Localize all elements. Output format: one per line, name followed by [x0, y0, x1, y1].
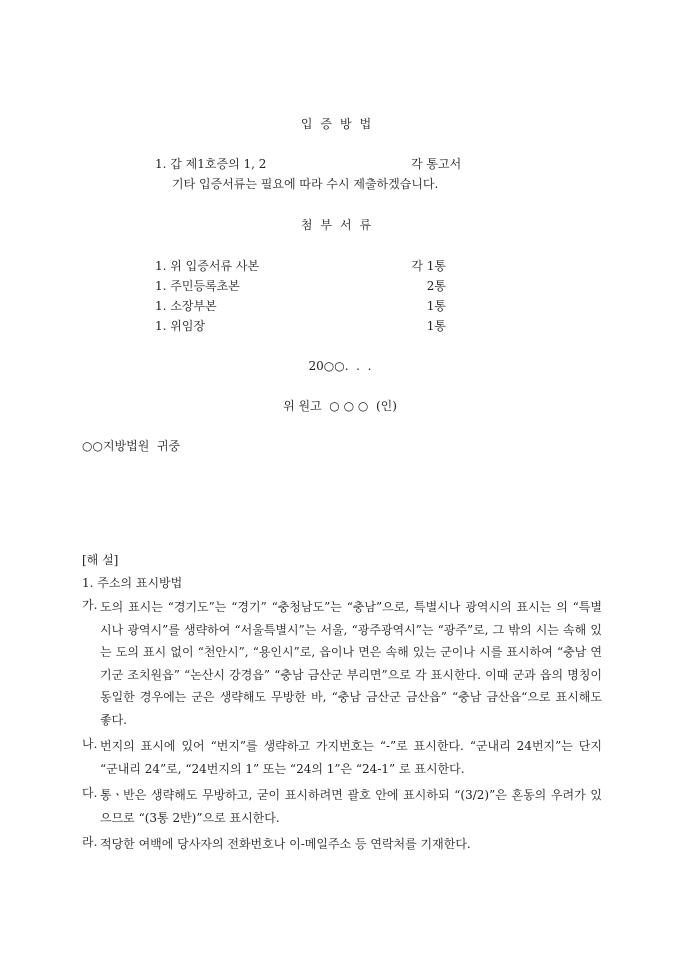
- attachment-count: 각 1통: [411, 259, 446, 273]
- attachment-count: 1통: [426, 319, 446, 333]
- evidence-note: 기타 입증서류는 필요에 따라 수시 제출하겠습니다.: [172, 177, 439, 191]
- list-item-mark: 라.: [82, 835, 98, 849]
- attachment-count: 1통: [426, 299, 446, 313]
- list-item: [82, 596, 602, 731]
- attachment-label: 1. 소장부본: [155, 299, 217, 313]
- list-item-text: 번지의 표시에 있어 “번지”를 생략하고 가지번호는 “-”로 표시한다. “군내리 24번지”는 단지 “군내리 24”로, “24번지의 1” 또는 “24의 1”은 “24-1” 로 표시한다.: [100, 739, 602, 776]
- plaintiff-signature: 위 원고 ○ ○ ○ (인): [283, 399, 397, 413]
- attachment-label: 1. 위 입증서류 사본: [155, 259, 260, 273]
- attachment-count: 2통: [426, 279, 446, 293]
- list-item: [82, 735, 602, 780]
- commentary-heading: [해 설]: [82, 553, 119, 567]
- evidence-heading: 입증방법: [300, 117, 380, 131]
- attachments-heading: 첨부서류: [300, 218, 380, 232]
- attachment-label: 1. 위임장: [155, 319, 206, 333]
- list-item-text: 통ㆍ반은 생략해도 무방하고, 굳이 표시하려면 괄호 안에 표시하되 “(3/2)”은 혼동의 우려가 있으므로 “(3통 2반)”으로 표시한다.: [100, 788, 602, 825]
- filing-date: 20○○. . .: [308, 359, 372, 373]
- list-item-text: 도의 표시는 “경기도”는 “경기” “충청남도”는 “충남”으로, 특별시나 광역시의 표시는 의 “특별시나 광역시”를 생략하여 “서울특별시”는 서울, “광주광역시”는 “광주”로, 그 밖의 시는 속해 있는 도의 표시 없이 “천안시”, “용인시”로, 읍이나 면은 속해 있는 군이나 시를 표시하여 “충남 연기군 조치원읍” “논산시 강경읍” “충남 금산군 부리면”으로 각 표시한다. 이때 군과 읍의 명칭이 동일한 경우에는 군은 생략해도 무방한 바, “충남 금산군 금산읍” “충남 금산읍“으로 표시해도 좋다.: [100, 600, 602, 727]
- list-item-mark: 가.: [82, 598, 98, 612]
- list-item-mark: 나.: [82, 737, 98, 751]
- evidence-item-1-value: 각 통고서: [411, 157, 462, 171]
- commentary-list: [82, 596, 602, 856]
- list-item-text: 적당한 여백에 당사자의 전화번호나 이-메일주소 등 연락처를 기재한다.: [100, 837, 471, 851]
- list-item-mark: 다.: [82, 786, 98, 800]
- commentary-section-title: 1. 주소의 표시방법: [82, 576, 183, 590]
- list-item: [82, 833, 602, 856]
- evidence-item-1-label: 1. 갑 제1호증의 1, 2: [155, 157, 267, 171]
- court-addressee: ○○지방법원 귀중: [82, 439, 181, 453]
- attachment-label: 1. 주민등록초본: [155, 279, 240, 293]
- list-item: [82, 784, 602, 829]
